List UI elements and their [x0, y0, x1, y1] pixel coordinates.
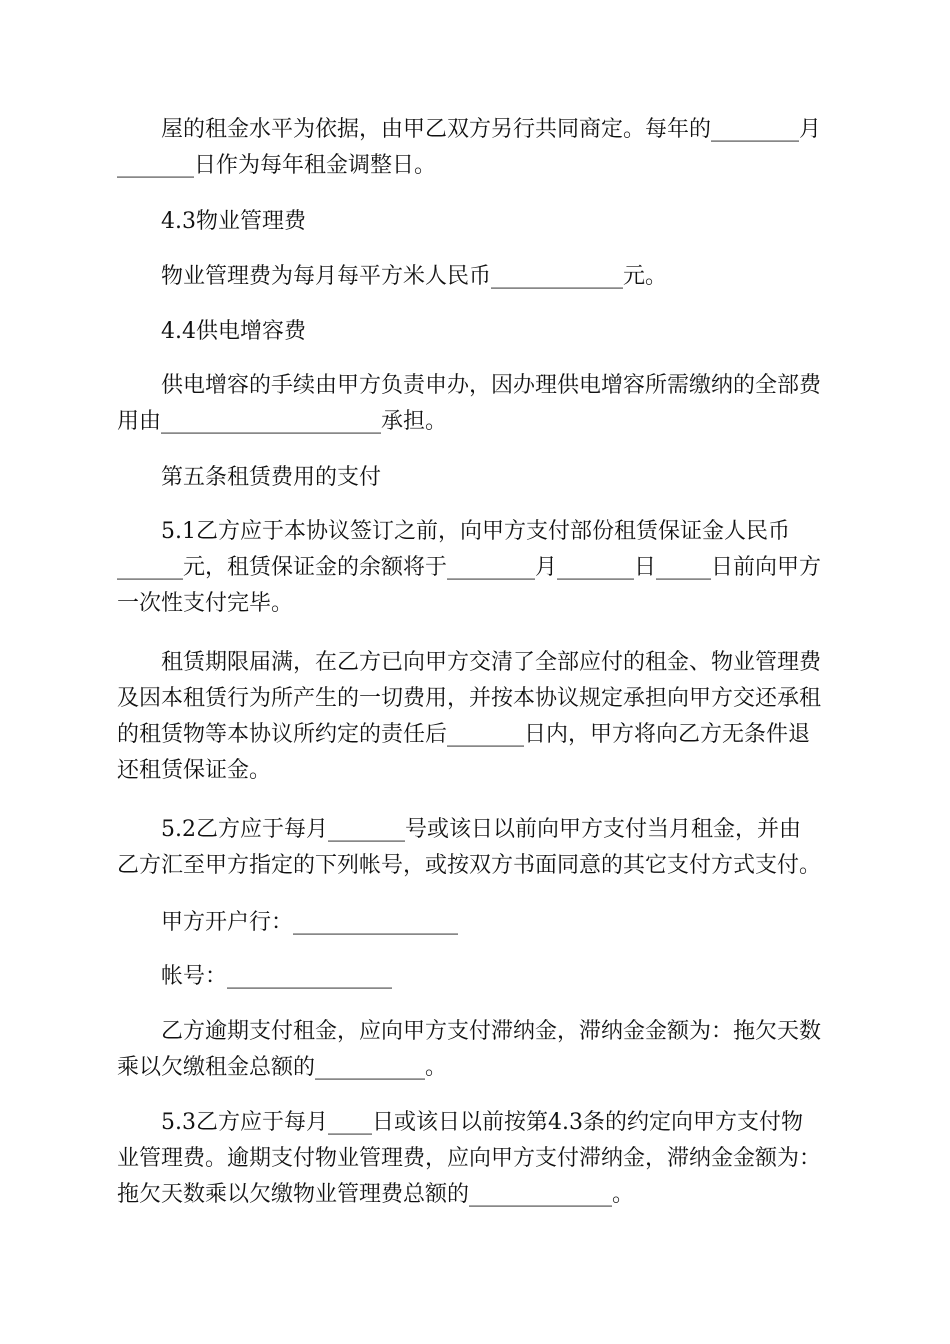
- text-line: 4.3物业管理费: [161, 209, 306, 234]
- text-line: 用由____________________承担。: [117, 409, 448, 434]
- text-line: 物业管理费为每月每平方米人民币____________元。: [161, 264, 668, 289]
- text-line: 租赁期限届满，在乙方已向甲方交清了全部应付的租金、物业管理费: [161, 650, 822, 675]
- text-line: 4.4供电增容费: [161, 319, 306, 344]
- text-line: 一次性支付完毕。: [117, 591, 294, 616]
- text-line: 乘以欠缴租金总额的__________。: [117, 1055, 448, 1080]
- text-line: 帐号：_______________: [161, 964, 393, 989]
- text-line: 及因本租赁行为所产生的一切费用，并按本协议规定承担向甲方交还承租: [117, 686, 822, 711]
- text-line: 甲方开户行：_______________: [161, 910, 459, 935]
- heading-property-fee: [117, 204, 833, 240]
- paragraph-5-1: [117, 514, 833, 622]
- text-line: 的租赁物等本协议所约定的责任后_______日内，甲方将向乙方无条件退: [117, 722, 811, 747]
- paragraph-power-capacity-fee: [117, 368, 833, 440]
- text-line: 5.3乙方应于每月____日或该日以前按第4.3条的约定向甲方支付物: [161, 1110, 803, 1135]
- field-bank-name: [117, 905, 833, 941]
- paragraph-property-fee: [117, 259, 833, 295]
- heading-power-capacity-fee: [117, 314, 833, 350]
- paragraph-late-rent: [117, 1014, 833, 1086]
- heading-article-five: [117, 460, 833, 496]
- paragraph-5-3: [117, 1105, 833, 1213]
- text-line: _______日作为每年租金调整日。: [117, 153, 437, 178]
- text-line: 乙方逾期支付租金，应向甲方支付滞纳金，滞纳金金额为：拖欠天数: [161, 1019, 822, 1044]
- text-line: 业管理费。逾期支付物业管理费，应向甲方支付滞纳金，滞纳金金额为：: [117, 1146, 822, 1171]
- text-line: 供电增容的手续由甲方负责申办，因办理供电增容所需缴纳的全部费: [161, 373, 822, 398]
- text-line: 第五条租赁费用的支付: [161, 465, 382, 490]
- text-line: 5.2乙方应于每月_______号或该日以前向甲方支付当月租金，并由: [161, 817, 801, 842]
- paragraph-deposit-refund: [117, 645, 833, 789]
- text-line: ______元，租赁保证金的余额将于________月_______日_____日前向甲方: [117, 555, 822, 580]
- text-line: 拖欠天数乘以欠缴物业管理费总额的_____________。: [117, 1182, 635, 1207]
- text-line: 5.1乙方应于本协议签订之前，向甲方支付部份租赁保证金人民币: [161, 519, 790, 544]
- field-account-number: [117, 959, 833, 995]
- paragraph-rent-adjustment: [117, 112, 833, 184]
- paragraph-5-2: [117, 812, 833, 884]
- text-line: 屋的租金水平为依据，由甲乙双方另行共同商定。每年的________月: [161, 117, 822, 142]
- text-line: 还租赁保证金。: [117, 758, 272, 783]
- text-line: 乙方汇至甲方指定的下列帐号，或按双方书面同意的其它支付方式支付。: [117, 853, 822, 878]
